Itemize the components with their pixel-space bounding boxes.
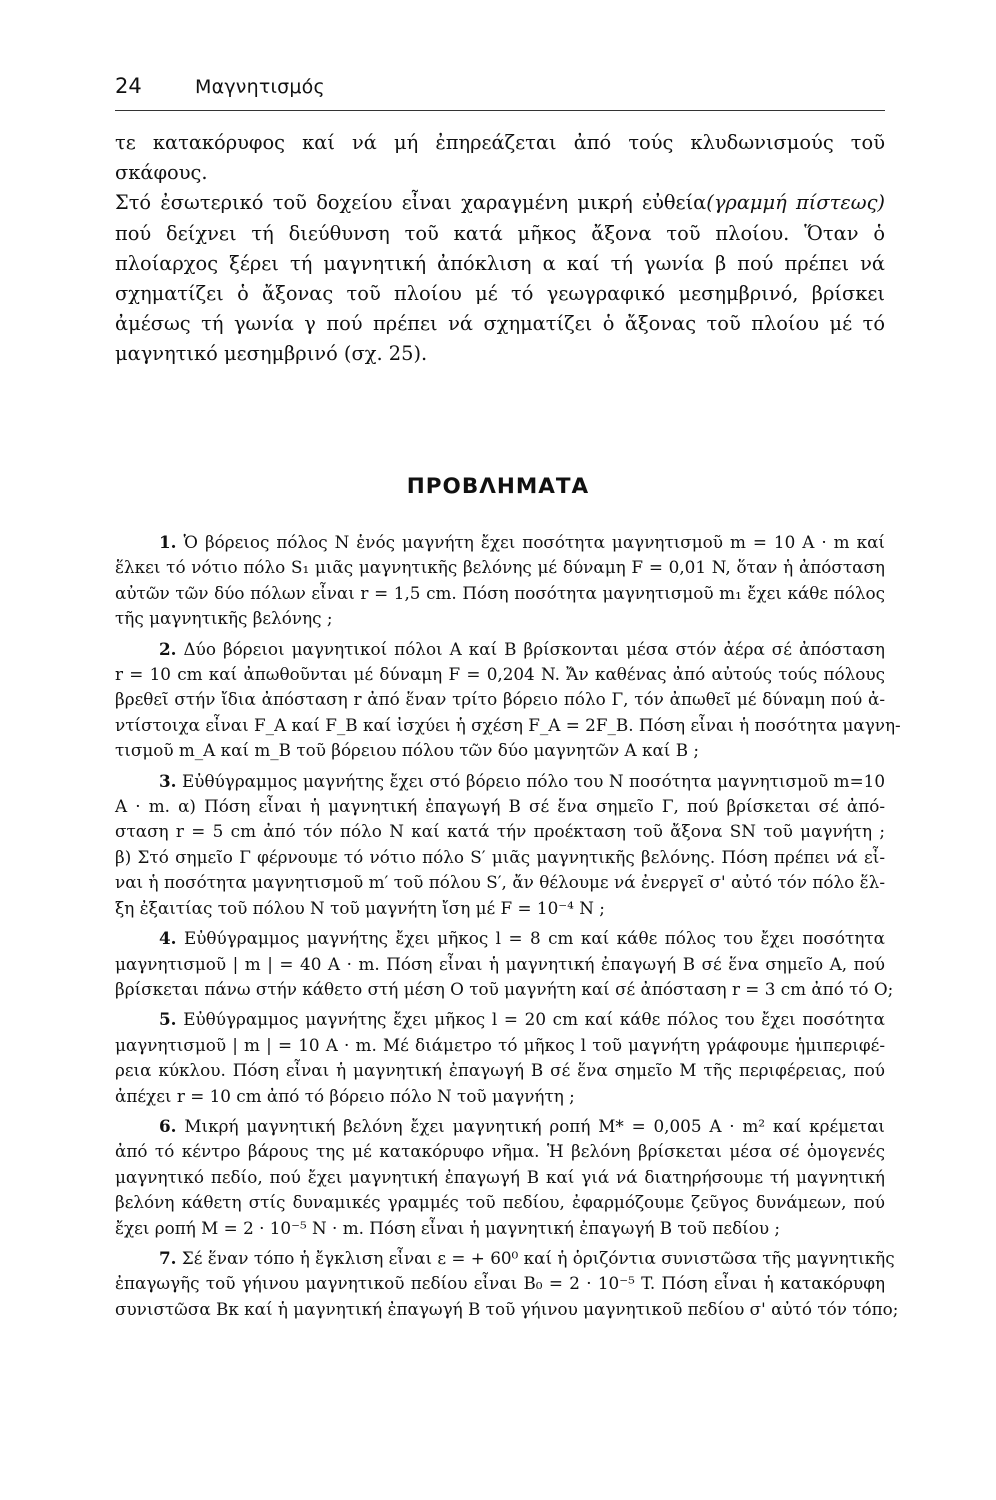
text-line: μαγνητικό μεσημβρινό (σχ. 25).	[115, 342, 428, 366]
problem-number: 3.	[159, 770, 177, 791]
problem-line: ἐπαγωγῆς τοῦ γήινου μαγνητικοῦ πεδίου εἶναι B₀ = 2 · 10⁻⁵ T. Πόση εἶναι ἡ κατακόρυφη	[115, 1273, 885, 1294]
problem-line: β) Στό σημεῖο Γ φέρνουμε τό νότιο πόλο S′ μιᾶς μαγνητικῆς βελόνης. Πόση πρέπει νά εἶ-	[115, 846, 885, 867]
problem-list	[115, 530, 901, 1327]
problem-line: 5. Εὐθύγραμμος μαγνήτης ἔχει μῆκος l = 20 cm καί κάθε πόλος του ἔχει ποσότητα	[159, 1009, 885, 1030]
problem-line: ντίστοιχα εἶναι F_A καί F_B καί ἰσχύει ἡ σχέση F_A = 2F_B. Πόση εἶναι ἡ ποσότητα μαγνη-	[115, 714, 901, 735]
problem-number: 6.	[159, 1115, 177, 1136]
problem-number: 4.	[159, 928, 177, 949]
problem-line: τῆς μαγνητικῆς βελόνης ;	[115, 608, 333, 629]
problem-line: 1. Ὁ βόρειος πόλος N ἑνός μαγνήτη ἔχει ποσότητα μαγνητισμοῦ m = 10 A · m καί	[159, 532, 885, 552]
problem-number: 1.	[159, 532, 177, 552]
problem-line: ναι ἡ ποσότητα μαγνητισμοῦ m′ τοῦ πόλου S′, ἄν θέλουμε νά ἐνεργεῖ σ' αὐτό τόν πόλο ἕλ-	[115, 872, 885, 893]
problem-1	[115, 530, 885, 632]
problem-line: μαγνητισμοῦ | m | = 40 A · m. Πόση εἶναι ἡ μαγνητική ἐπαγωγή B σέ ἕνα σημεῖο A, πού	[115, 953, 885, 974]
problem-number: 5.	[159, 1009, 177, 1030]
problem-2	[115, 637, 901, 764]
problem-6	[115, 1114, 885, 1241]
problem-3	[115, 769, 885, 921]
italic-term: (γραμμή πίστεως)	[706, 191, 885, 215]
problem-line: βελόνη κάθετη στίς δυναμικές γραμμές τοῦ πεδίου, ἐφαρμόζουμε ζεῦγος δυνάμεων, πού	[115, 1192, 885, 1213]
problem-line: μαγνητισμοῦ | m | = 10 A · m. Μέ διάμετρο τό μῆκος l τοῦ μαγνήτη γράφουμε ἡμιπεριφέ-	[115, 1034, 885, 1055]
problem-number: 7.	[159, 1247, 177, 1268]
problem-line: βρίσκεται πάνω στήν κάθετο στή μέση O τοῦ μαγνήτη καί σέ ἀπόσταση r = 3 cm ἀπό τό O;	[115, 978, 894, 999]
problem-7	[115, 1246, 899, 1322]
problem-line: βρεθεῖ στήν ἴδια ἀπόσταση r ἀπό ἕναν τρίτο βόρειο πόλο Γ, τόν ἀπωθεῖ μέ δύναμη πού ἀ-	[115, 689, 885, 710]
problem-line: ἀπό τό κέντρο βάρους της μέ κατακόρυφο νῆμα. Ἡ βελόνη βρίσκεται μέσα σέ ὁμογενές	[115, 1141, 885, 1162]
problem-line: τισμοῦ m_A καί m_B τοῦ βόρειου πόλου τῶν δύο μαγνητῶν A καί B ;	[115, 740, 700, 761]
text-line: Στό ἐσωτερικό τοῦ δοχείου εἶναι χαραγμένη μικρή εὐθεία(γραμμή πίστεως)	[115, 191, 885, 215]
problem-line: ξη ἐξαιτίας τοῦ πόλου N τοῦ μαγνήτη ἴση μέ F = 10⁻⁴ N ;	[115, 897, 605, 918]
text-line: πού δείχνει τή διεύθυνση τοῦ κατά μῆκος ἄξονα τοῦ πλοίου. Ὅταν ὁ	[115, 221, 885, 245]
problem-line: ἕλκει τό νότιο πόλο S₁ μιᾶς μαγνητικῆς βελόνης μέ δύναμη F = 0,01 N, ὅταν ἡ ἀπόσταση	[115, 557, 885, 578]
problem-line: 2. Δύο βόρειοι μαγνητικοί πόλοι A καί B βρίσκονται μέσα στόν ἀέρα σέ ἀπόσταση	[159, 638, 885, 659]
text-line: σχηματίζει ὁ ἄξονας τοῦ πλοίου μέ τό γεωγραφικό μεσημβρινό, βρίσκει	[115, 282, 885, 306]
problem-number: 2.	[159, 638, 177, 659]
problem-line: A · m. α) Πόση εἶναι ἡ μαγνητική ἐπαγωγή B σέ ἕνα σημεῖο Γ, πού βρίσκεται σέ ἀπό-	[115, 796, 885, 817]
problem-line: 6. Μικρή μαγνητική βελόνη ἔχει μαγνητική ροπή M* = 0,005 A · m² καί κρέμεται	[159, 1115, 885, 1136]
chapter-title: Μαγνητισμός	[195, 76, 325, 98]
page-number: 24	[115, 74, 142, 98]
intro-paragraph	[115, 128, 885, 370]
running-header	[115, 70, 885, 111]
text-line: πλοίαρχος ξέρει τή μαγνητική ἀπόκλιση α καί τή γωνία β πού πρέπει νά	[115, 251, 885, 275]
problem-line: ρεια κύκλου. Πόση εἶναι ἡ μαγνητική ἐπαγωγή B σέ ἕνα σημεῖο M τῆς περιφέρειας, πού	[115, 1060, 885, 1081]
problem-line: συνιστῶσα Bκ καί ἡ μαγνητική ἐπαγωγή B τοῦ γήινου μαγνητικοῦ πεδίου σ' αὐτό τόν τόπο;	[115, 1298, 899, 1319]
problem-line: σταση r = 5 cm ἀπό τόν πόλο N καί κατά τήν προέκταση τοῦ ἄξονα SN τοῦ μαγνήτη ;	[115, 821, 885, 842]
problem-line: αὐτῶν τῶν δύο πόλων εἶναι r = 1,5 cm. Πόση ποσότητα μαγνητισμοῦ m₁ ἔχει κάθε πόλος	[115, 582, 885, 603]
problem-line: ἀπέχει r = 10 cm ἀπό τό βόρειο πόλο N τοῦ μαγνήτη ;	[115, 1085, 575, 1106]
text-line: ἀμέσως τή γωνία γ πού πρέπει νά σχηματίζει ὁ ἄξονας τοῦ πλοίου μέ τό	[115, 312, 885, 336]
section-heading: ΠΡΟΒΛΗΜΑΤΑ	[406, 474, 590, 499]
problem-line: ἔχει ροπή M = 2 · 10⁻⁵ N · m. Πόση εἶναι ἡ μαγνητική ἐπαγωγή B τοῦ πεδίου ;	[115, 1217, 781, 1238]
problem-line: r = 10 cm καί ἀπωθοῦνται μέ δύναμη F = 0,204 N. Ἄν καθένας ἀπό αὐτούς τούς πόλους	[115, 664, 885, 685]
problem-line: μαγνητικό πεδίο, πού ἔχει μαγνητική ἐπαγωγή B καί γιά νά διατηρήσουμε τή μαγνητική	[115, 1166, 885, 1187]
problem-line: 3. Εὐθύγραμμος μαγνήτης ἔχει στό βόρειο πόλο του N ποσότητα μαγνητισμοῦ m=10	[159, 770, 885, 791]
problem-4	[115, 926, 894, 1002]
problem-line: 7. Σέ ἕναν τόπο ἡ ἔγκλιση εἶναι ε = + 60⁰ καί ἡ ὁριζόντια συνιστῶσα τῆς μαγνητικῆς	[159, 1247, 895, 1268]
text-line: τε κατακόρυφος καί νά μή ἐπηρεάζεται ἀπό τούς κλυδωνισμούς τοῦ σκάφους.	[115, 131, 885, 185]
problem-line: 4. Εὐθύγραμμος μαγνήτης ἔχει μῆκος l = 8 cm καί κάθε πόλος του ἔχει ποσότητα	[159, 928, 885, 949]
problem-5	[115, 1007, 885, 1109]
